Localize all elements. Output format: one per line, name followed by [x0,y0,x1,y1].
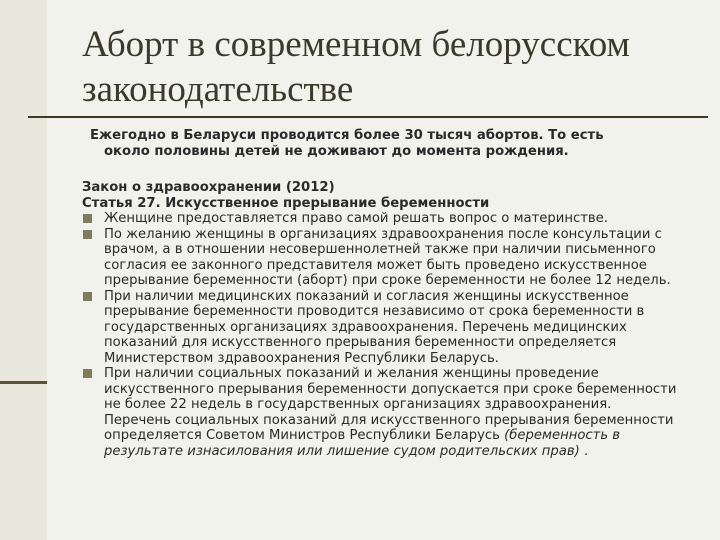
square-bullet-icon [83,369,92,378]
list-item [82,366,682,459]
list-item [82,289,682,367]
left-decor-band [0,0,47,540]
square-bullet-icon [83,292,92,301]
list-item-text: При наличии социальных показаний и желания женщины проведение искусственного прерывания беременности допускается при сроке беременности не более 22 недель в государственных организациях здравоохранения. Перечень социальных показаний для искусственного прерывания беременности определяется Советом Министров Республики Беларусь [104,366,677,443]
list-item-text: По желанию женщины в организациях здравоохранения после консультации с врачом, а в отношении несовершеннолетней также при наличии письменного согласия ее законного представителя может быть проведено искусственное прерывание беременности (аборт) при сроке беременности не более 12 недель. [104,226,671,288]
list-item [82,227,682,289]
law-name: Закон о здравоохранении (2012) [82,180,335,195]
title-underline [28,116,708,118]
list-item [82,211,682,227]
article-heading: Статья 27. Искусственное прерывание беременности [82,195,490,211]
list-item-text: При наличии медицинских показаний и согласия женщины искусственное прерывание беременности проводится независимо от срока беременности в государственных организациях здравоохранения. Перечень медицинских показаний для искусственного прерывания беременности определяется Министерством здравоохранения Республики Беларусь. [104,288,645,366]
intro-line-2: около половины детей не доживают до момента рождения. [104,143,569,159]
intro-line-1: Ежегодно в Беларуси проводится более 30 тысяч абортов. То есть [90,128,604,143]
list-item-text: Женщине предоставляется право самой решать вопрос о материнстве. [104,211,608,226]
slide-title: Аборт в современном белорусском законодательстве [82,24,630,110]
list-item-note: (беременность в результате изнасилования или лишение судом родительских прав) [104,428,621,459]
left-decor-rule [0,381,47,384]
provision-list [82,211,682,459]
intro-text [90,128,700,159]
article-body [82,180,682,459]
list-item-end: . [579,443,589,459]
square-bullet-icon [83,230,92,239]
square-bullet-icon [83,214,92,223]
